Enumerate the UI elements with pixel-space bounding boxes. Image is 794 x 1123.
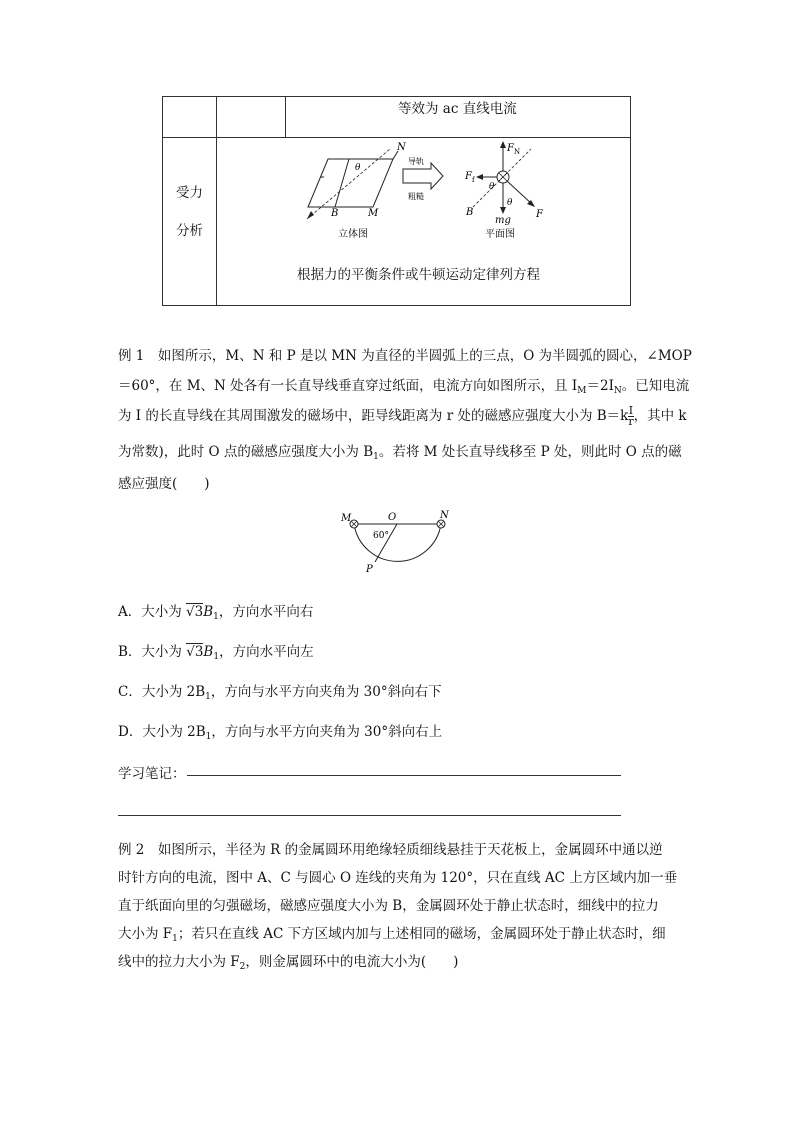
example2-line2: 时针方向的电流，图中 A、C 与圆心 O 连线的夹角为 120°，只在直线 AC 上方区域内加一垂 — [118, 870, 678, 886]
label-fn: F — [507, 143, 514, 154]
svg-text:N: N — [514, 148, 521, 156]
row-label-force: 受力 — [176, 185, 203, 201]
label-p: P — [366, 564, 373, 575]
option-b[interactable]: B．大小为 $√3B_1$，方向水平向左 — [118, 644, 314, 662]
label-b-2: B — [466, 207, 474, 218]
conductor-rod — [335, 159, 349, 207]
option-a[interactable]: A．大小为 $√3B_1$，方向水平向右 — [118, 604, 314, 622]
label-o: O — [388, 512, 397, 523]
label-m: M — [341, 513, 352, 524]
force-analysis-figure — [293, 139, 583, 247]
label-b: B — [331, 208, 339, 219]
notes-line-2[interactable] — [118, 815, 621, 816]
label-mg: mg — [495, 215, 511, 226]
option-d[interactable]: D．大小为 $2B_1$，方向与水平方向夹角为 30°斜向右上 — [118, 724, 443, 742]
notes-line-1[interactable] — [187, 775, 621, 776]
table-summary: 根据力的平衡条件或牛顿运动定律列方程 — [297, 267, 540, 283]
label-m: M — [368, 208, 379, 219]
example2-line5: 线中的拉力大小为 $F_2$，则金属圆环中的电流大小为( ) — [118, 954, 459, 972]
caption-plane: 平面图 — [485, 229, 515, 240]
arrow-label-top: 导轨 — [408, 157, 424, 166]
fraction-i-over-r: $\frac{I}{r}$ — [628, 404, 634, 428]
table-col-divider — [216, 97, 217, 305]
label-f: F — [536, 209, 543, 220]
semicircle-arc — [354, 524, 441, 561]
example1-line5: 感应强度( ) — [118, 476, 210, 492]
example2-line1: 例 2 如图所示，半径为 R 的金属圆环用绝缘轻质细线悬挂于天花板上，金属圆环中通以逆 — [118, 842, 663, 858]
notes-label: 学习笔记： — [118, 766, 186, 782]
analysis-table — [162, 96, 631, 306]
table-col-divider-2 — [285, 97, 286, 137]
example2-line3: 直于纸面向里的匀强磁场，磁感应强度大小为 B，金属圆环处于静止状态时，细线中的拉力 — [118, 898, 659, 914]
example1-line2: ＝60°，在 M、N 处各有一长直导线垂直穿过纸面，电流方向如图所示，且 $I_M=2I_N$。已知电流 — [118, 378, 690, 396]
caption-3d: 立体图 — [338, 229, 368, 240]
label-ff: F — [465, 171, 472, 182]
label-theta: θ — [355, 163, 361, 173]
label-n: N — [397, 142, 406, 153]
label-n: N — [440, 510, 449, 521]
radius-op — [375, 524, 397, 562]
option-c[interactable]: C．大小为 $2B_1$，方向与水平方向夹角为 30°斜向右下 — [118, 684, 442, 702]
semicircle-figure — [336, 508, 456, 578]
svg-text:f: f — [472, 176, 475, 184]
example1-line4: 为常数)，此时 O 点的磁感应强度大小为 $B_1$。若将 M 处长直导线移至 P 处，则此时 O 点的磁 — [118, 444, 682, 462]
table-top-right-cell: 等效为 ac 直线电流 — [398, 101, 517, 117]
example1-line3: 为 I 的长直导线在其周围激发的磁场中，距导线距离为 r 处的磁感应强度大小为 B＝k $\frac{I}{r}$ ，其中 k — [118, 404, 687, 428]
rail-parallelogram — [308, 159, 393, 207]
example1-line1: 例 1 如图所示，M、N 和 P 是以 MN 为直径的半圆弧上的三点，O 为半圆弧的圆心，∠MOP — [118, 348, 692, 364]
label-angle: 60° — [373, 531, 389, 541]
example2-line4: 大小为 $F_1$；若只在直线 AC 下方区域内加与上述相同的磁场，金属圆环处于静止状态时，细 — [118, 926, 666, 944]
table-row-divider — [163, 137, 630, 138]
arrow-label-bottom: 粗糙 — [408, 192, 424, 201]
transform-arrow — [403, 163, 443, 189]
row-label-analysis: 分析 — [176, 223, 203, 239]
label-theta-2: θ — [489, 182, 495, 192]
label-theta-3: θ — [507, 198, 513, 208]
